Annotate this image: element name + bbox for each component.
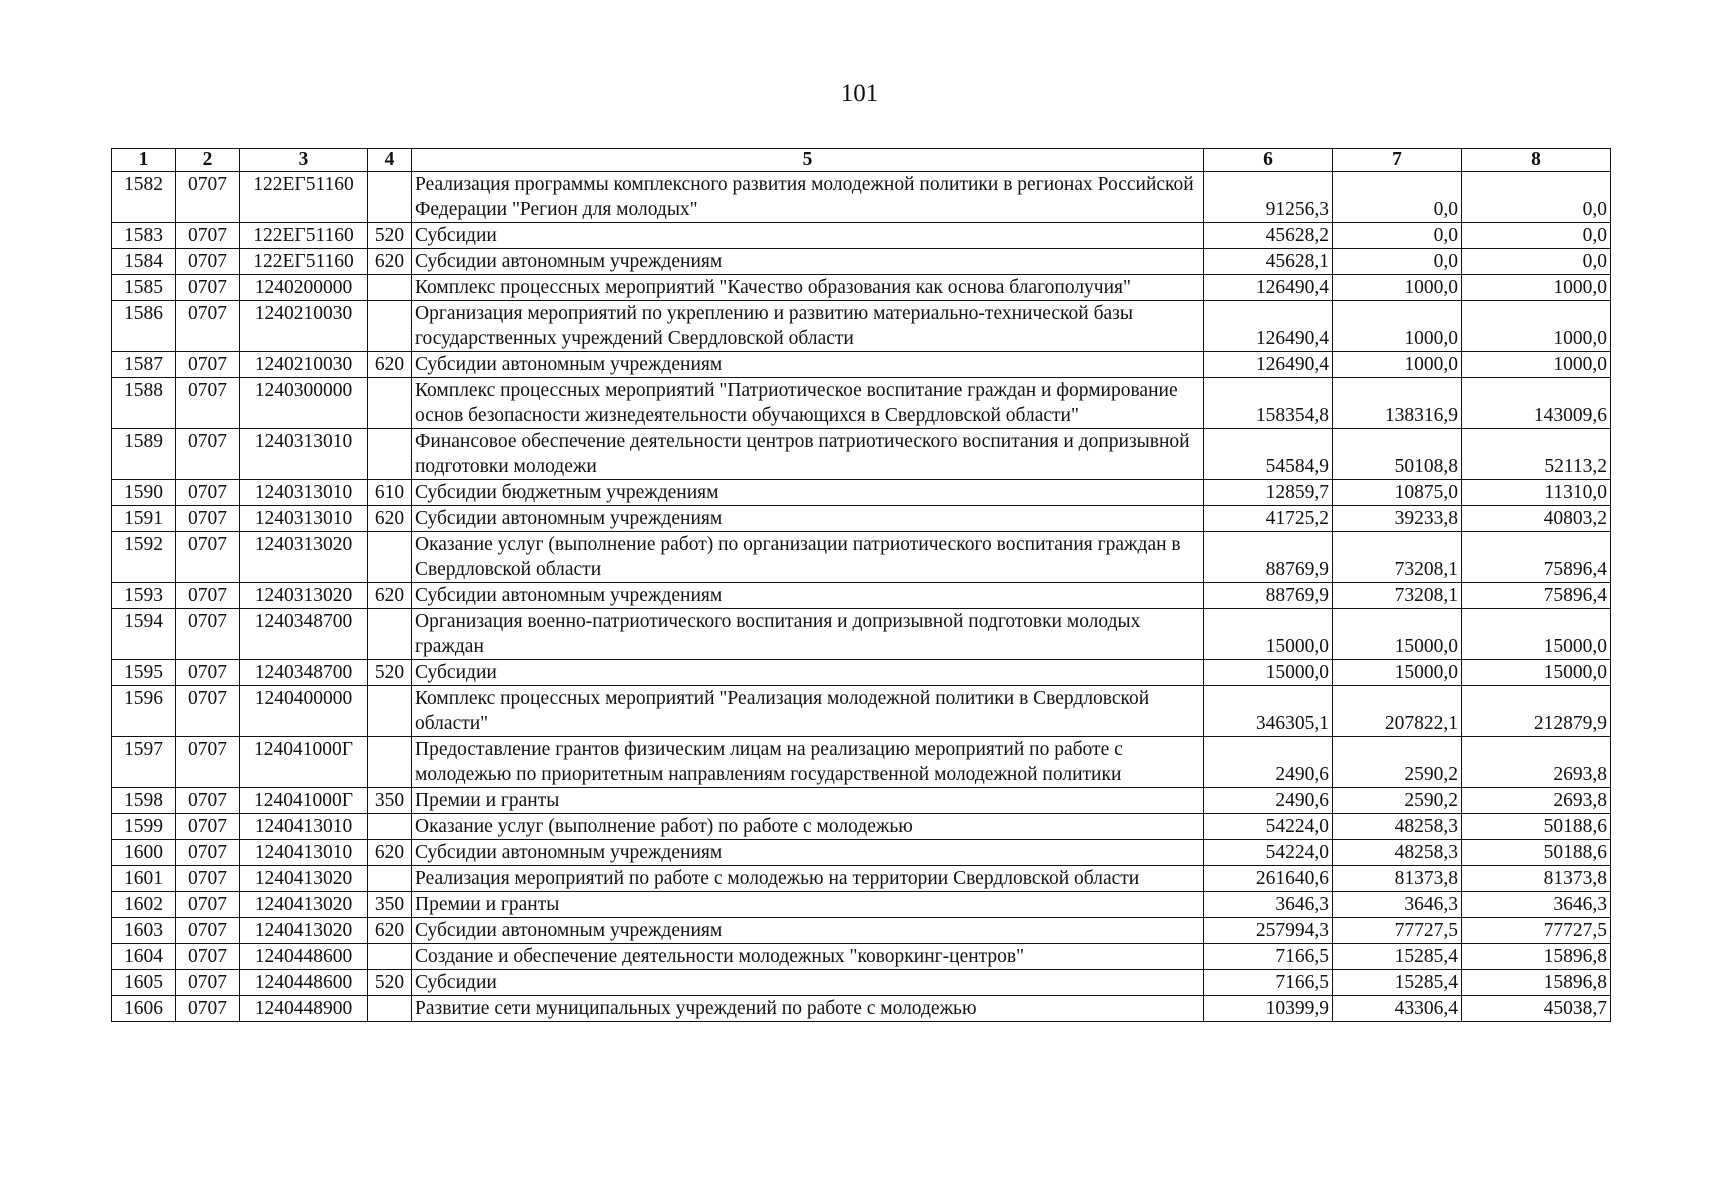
amount-col6-cell: 10399,9: [1204, 996, 1333, 1022]
amount-col8-cell: 11310,0: [1462, 480, 1611, 506]
header-cell: 7: [1333, 149, 1462, 172]
table-row: [112, 737, 1611, 788]
section-code-cell: 0707: [176, 249, 240, 275]
section-code-cell: 0707: [176, 918, 240, 944]
table-row: [112, 686, 1611, 737]
expense-type-cell: 610: [368, 480, 412, 506]
section-code-cell: 0707: [176, 788, 240, 814]
row-number-cell: 1604: [112, 944, 176, 970]
target-code-cell: 1240313010: [240, 480, 368, 506]
target-code-cell: 1240313020: [240, 532, 368, 583]
item-name-cell: Субсидии автономным учреждениям: [412, 840, 1204, 866]
expense-type-cell: [368, 944, 412, 970]
amount-col7-cell: 10875,0: [1333, 480, 1462, 506]
expense-type-cell: 520: [368, 970, 412, 996]
expense-type-cell: [368, 866, 412, 892]
amount-col6-cell: 257994,3: [1204, 918, 1333, 944]
row-number-cell: 1605: [112, 970, 176, 996]
expense-type-cell: 620: [368, 583, 412, 609]
amount-col6-cell: 7166,5: [1204, 970, 1333, 996]
table-row: [112, 506, 1611, 532]
amount-col7-cell: 1000,0: [1333, 275, 1462, 301]
amount-col6-cell: 54224,0: [1204, 814, 1333, 840]
expense-type-cell: 520: [368, 223, 412, 249]
item-name-cell: Развитие сети муниципальных учреждений по работе с молодежью: [412, 996, 1204, 1022]
amount-col7-cell: 50108,8: [1333, 429, 1462, 480]
amount-col6-cell: 3646,3: [1204, 892, 1333, 918]
amount-col8-cell: 212879,9: [1462, 686, 1611, 737]
amount-col8-cell: 75896,4: [1462, 583, 1611, 609]
table-row: [112, 996, 1611, 1022]
amount-col6-cell: 158354,8: [1204, 378, 1333, 429]
item-name-cell: Премии и гранты: [412, 788, 1204, 814]
row-number-cell: 1597: [112, 737, 176, 788]
target-code-cell: 1240348700: [240, 609, 368, 660]
amount-col6-cell: 45628,1: [1204, 249, 1333, 275]
amount-col8-cell: 81373,8: [1462, 866, 1611, 892]
section-code-cell: 0707: [176, 686, 240, 737]
section-code-cell: 0707: [176, 480, 240, 506]
item-name-cell: Комплекс процессных мероприятий "Реализация молодежной политики в Свердловской области": [412, 686, 1204, 737]
amount-col8-cell: 15896,8: [1462, 970, 1611, 996]
amount-col8-cell: 1000,0: [1462, 275, 1611, 301]
expense-type-cell: [368, 686, 412, 737]
target-code-cell: 1240413020: [240, 892, 368, 918]
row-number-cell: 1602: [112, 892, 176, 918]
amount-col6-cell: 261640,6: [1204, 866, 1333, 892]
amount-col7-cell: 73208,1: [1333, 532, 1462, 583]
table-row: [112, 970, 1611, 996]
target-code-cell: 1240448600: [240, 944, 368, 970]
amount-col8-cell: 1000,0: [1462, 301, 1611, 352]
amount-col6-cell: 88769,9: [1204, 583, 1333, 609]
amount-col8-cell: 15000,0: [1462, 660, 1611, 686]
row-number-cell: 1598: [112, 788, 176, 814]
target-code-cell: 1240313020: [240, 583, 368, 609]
header-cell: 2: [176, 149, 240, 172]
amount-col7-cell: 138316,9: [1333, 378, 1462, 429]
item-name-cell: Организация военно-патриотического воспитания и допризывной подготовки молодых граждан: [412, 609, 1204, 660]
item-name-cell: Организация мероприятий по укреплению и развитию материально-технической базы государственных учреждений Свердловской области: [412, 301, 1204, 352]
amount-col6-cell: 91256,3: [1204, 172, 1333, 223]
item-name-cell: Оказание услуг (выполнение работ) по работе с молодежью: [412, 814, 1204, 840]
section-code-cell: 0707: [176, 429, 240, 480]
item-name-cell: Субсидии: [412, 970, 1204, 996]
item-name-cell: Субсидии автономным учреждениям: [412, 506, 1204, 532]
section-code-cell: 0707: [176, 866, 240, 892]
amount-col8-cell: 15896,8: [1462, 944, 1611, 970]
table-row: [112, 301, 1611, 352]
amount-col8-cell: 75896,4: [1462, 532, 1611, 583]
header-cell: 6: [1204, 149, 1333, 172]
amount-col6-cell: 2490,6: [1204, 788, 1333, 814]
amount-col6-cell: 88769,9: [1204, 532, 1333, 583]
section-code-cell: 0707: [176, 609, 240, 660]
section-code-cell: 0707: [176, 840, 240, 866]
item-name-cell: Финансовое обеспечение деятельности центров патриотического воспитания и допризывной подготовки молодежи: [412, 429, 1204, 480]
header-cell: 1: [112, 149, 176, 172]
amount-col7-cell: 207822,1: [1333, 686, 1462, 737]
amount-col8-cell: 1000,0: [1462, 352, 1611, 378]
section-code-cell: 0707: [176, 352, 240, 378]
amount-col6-cell: 126490,4: [1204, 352, 1333, 378]
expense-type-cell: [368, 532, 412, 583]
row-number-cell: 1589: [112, 429, 176, 480]
section-code-cell: 0707: [176, 970, 240, 996]
table-row: [112, 840, 1611, 866]
amount-col7-cell: 43306,4: [1333, 996, 1462, 1022]
expense-type-cell: 620: [368, 506, 412, 532]
amount-col8-cell: 143009,6: [1462, 378, 1611, 429]
amount-col7-cell: 48258,3: [1333, 814, 1462, 840]
target-code-cell: 1240313010: [240, 429, 368, 480]
target-code-cell: 122ЕГ51160: [240, 172, 368, 223]
table-row: [112, 480, 1611, 506]
target-code-cell: 1240200000: [240, 275, 368, 301]
amount-col6-cell: 15000,0: [1204, 609, 1333, 660]
amount-col8-cell: 50188,6: [1462, 814, 1611, 840]
table-row: [112, 788, 1611, 814]
amount-col8-cell: 77727,5: [1462, 918, 1611, 944]
target-code-cell: 1240300000: [240, 378, 368, 429]
amount-col7-cell: 39233,8: [1333, 506, 1462, 532]
section-code-cell: 0707: [176, 223, 240, 249]
section-code-cell: 0707: [176, 378, 240, 429]
amount-col7-cell: 1000,0: [1333, 352, 1462, 378]
row-number-cell: 1596: [112, 686, 176, 737]
section-code-cell: 0707: [176, 506, 240, 532]
expense-type-cell: [368, 429, 412, 480]
amount-col7-cell: 48258,3: [1333, 840, 1462, 866]
target-code-cell: 124041000Г: [240, 737, 368, 788]
amount-col7-cell: 0,0: [1333, 223, 1462, 249]
table-row: [112, 918, 1611, 944]
amount-col7-cell: 15000,0: [1333, 660, 1462, 686]
amount-col6-cell: 54224,0: [1204, 840, 1333, 866]
amount-col8-cell: 15000,0: [1462, 609, 1611, 660]
target-code-cell: 1240448900: [240, 996, 368, 1022]
item-name-cell: Комплекс процессных мероприятий "Патриотическое воспитание граждан и формирование основ безопасности жизнедеятельности обучающихся в Свердловской области": [412, 378, 1204, 429]
expense-type-cell: [368, 737, 412, 788]
expense-type-cell: 620: [368, 352, 412, 378]
row-number-cell: 1590: [112, 480, 176, 506]
amount-col7-cell: 0,0: [1333, 172, 1462, 223]
table-row: [112, 609, 1611, 660]
expense-type-cell: [368, 378, 412, 429]
table-row: [112, 352, 1611, 378]
amount-col8-cell: 0,0: [1462, 223, 1611, 249]
page-number: 101: [840, 80, 879, 107]
section-code-cell: 0707: [176, 532, 240, 583]
target-code-cell: 1240413010: [240, 814, 368, 840]
table-row: [112, 429, 1611, 480]
row-number-cell: 1600: [112, 840, 176, 866]
section-code-cell: 0707: [176, 944, 240, 970]
table-row: [112, 892, 1611, 918]
section-code-cell: 0707: [176, 583, 240, 609]
expense-type-cell: [368, 814, 412, 840]
expense-type-cell: [368, 275, 412, 301]
amount-col7-cell: 81373,8: [1333, 866, 1462, 892]
amount-col8-cell: 2693,8: [1462, 737, 1611, 788]
table-row: [112, 814, 1611, 840]
target-code-cell: 122ЕГ51160: [240, 223, 368, 249]
amount-col8-cell: 50188,6: [1462, 840, 1611, 866]
item-name-cell: Премии и гранты: [412, 892, 1204, 918]
target-code-cell: 1240348700: [240, 660, 368, 686]
expense-type-cell: [368, 996, 412, 1022]
target-code-cell: 1240413020: [240, 866, 368, 892]
section-code-cell: 0707: [176, 660, 240, 686]
amount-col6-cell: 126490,4: [1204, 275, 1333, 301]
table-body: [112, 172, 1611, 1022]
row-number-cell: 1591: [112, 506, 176, 532]
amount-col7-cell: 15285,4: [1333, 944, 1462, 970]
table-row: [112, 532, 1611, 583]
item-name-cell: Субсидии автономным учреждениям: [412, 249, 1204, 275]
section-code-cell: 0707: [176, 814, 240, 840]
header-row: [112, 149, 1611, 172]
amount-col7-cell: 0,0: [1333, 249, 1462, 275]
row-number-cell: 1582: [112, 172, 176, 223]
amount-col8-cell: 0,0: [1462, 172, 1611, 223]
section-code-cell: 0707: [176, 275, 240, 301]
row-number-cell: 1593: [112, 583, 176, 609]
row-number-cell: 1595: [112, 660, 176, 686]
expense-type-cell: 620: [368, 840, 412, 866]
target-code-cell: 124041000Г: [240, 788, 368, 814]
amount-col7-cell: 1000,0: [1333, 301, 1462, 352]
amount-col7-cell: 73208,1: [1333, 583, 1462, 609]
amount-col7-cell: 77727,5: [1333, 918, 1462, 944]
expense-type-cell: [368, 172, 412, 223]
target-code-cell: 1240210030: [240, 352, 368, 378]
header-cell: 4: [368, 149, 412, 172]
amount-col7-cell: 2590,2: [1333, 737, 1462, 788]
amount-col6-cell: 41725,2: [1204, 506, 1333, 532]
table-row: [112, 249, 1611, 275]
header-cell: 5: [412, 149, 1204, 172]
section-code-cell: 0707: [176, 996, 240, 1022]
expense-type-cell: 350: [368, 788, 412, 814]
item-name-cell: Оказание услуг (выполнение работ) по организации патриотического воспитания граждан в Свердловской области: [412, 532, 1204, 583]
row-number-cell: 1587: [112, 352, 176, 378]
header-cell: 8: [1462, 149, 1611, 172]
table-row: [112, 660, 1611, 686]
item-name-cell: Субсидии: [412, 223, 1204, 249]
target-code-cell: 1240413020: [240, 918, 368, 944]
amount-col8-cell: 0,0: [1462, 249, 1611, 275]
row-number-cell: 1592: [112, 532, 176, 583]
table-row: [112, 583, 1611, 609]
row-number-cell: 1599: [112, 814, 176, 840]
amount-col8-cell: 2693,8: [1462, 788, 1611, 814]
row-number-cell: 1601: [112, 866, 176, 892]
item-name-cell: Субсидии бюджетным учреждениям: [412, 480, 1204, 506]
expense-type-cell: 350: [368, 892, 412, 918]
target-code-cell: 1240448600: [240, 970, 368, 996]
item-name-cell: Реализация мероприятий по работе с молодежью на территории Свердловской области: [412, 866, 1204, 892]
target-code-cell: 1240413010: [240, 840, 368, 866]
header-cell: 3: [240, 149, 368, 172]
expense-type-cell: 620: [368, 249, 412, 275]
row-number-cell: 1584: [112, 249, 176, 275]
budget-table: [111, 148, 1611, 1022]
amount-col7-cell: 15000,0: [1333, 609, 1462, 660]
row-number-cell: 1583: [112, 223, 176, 249]
amount-col6-cell: 54584,9: [1204, 429, 1333, 480]
table-row: [112, 223, 1611, 249]
amount-col6-cell: 2490,6: [1204, 737, 1333, 788]
section-code-cell: 0707: [176, 892, 240, 918]
table-row: [112, 378, 1611, 429]
amount-col6-cell: 346305,1: [1204, 686, 1333, 737]
amount-col7-cell: 15285,4: [1333, 970, 1462, 996]
table-row: [112, 866, 1611, 892]
amount-col8-cell: 52113,2: [1462, 429, 1611, 480]
amount-col7-cell: 2590,2: [1333, 788, 1462, 814]
item-name-cell: Комплекс процессных мероприятий "Качество образования как основа благополучия": [412, 275, 1204, 301]
amount-col8-cell: 40803,2: [1462, 506, 1611, 532]
amount-col6-cell: 45628,2: [1204, 223, 1333, 249]
expense-type-cell: 620: [368, 918, 412, 944]
amount-col7-cell: 3646,3: [1333, 892, 1462, 918]
target-code-cell: 122ЕГ51160: [240, 249, 368, 275]
row-number-cell: 1586: [112, 301, 176, 352]
row-number-cell: 1585: [112, 275, 176, 301]
item-name-cell: Реализация программы комплексного развития молодежной политики в регионах Российской Федерации "Регион для молодых": [412, 172, 1204, 223]
amount-col6-cell: 12859,7: [1204, 480, 1333, 506]
target-code-cell: 1240210030: [240, 301, 368, 352]
amount-col6-cell: 126490,4: [1204, 301, 1333, 352]
amount-col8-cell: 3646,3: [1462, 892, 1611, 918]
item-name-cell: Субсидии автономным учреждениям: [412, 583, 1204, 609]
amount-col8-cell: 45038,7: [1462, 996, 1611, 1022]
row-number-cell: 1594: [112, 609, 176, 660]
item-name-cell: Предоставление грантов физическим лицам на реализацию мероприятий по работе с молодежью по приоритетным направлениям государственной молодежной политики: [412, 737, 1204, 788]
item-name-cell: Субсидии: [412, 660, 1204, 686]
item-name-cell: Создание и обеспечение деятельности молодежных "коворкинг-центров": [412, 944, 1204, 970]
expense-type-cell: [368, 301, 412, 352]
row-number-cell: 1588: [112, 378, 176, 429]
expense-type-cell: [368, 609, 412, 660]
expense-type-cell: 520: [368, 660, 412, 686]
section-code-cell: 0707: [176, 737, 240, 788]
item-name-cell: Субсидии автономным учреждениям: [412, 918, 1204, 944]
row-number-cell: 1603: [112, 918, 176, 944]
table-row: [112, 944, 1611, 970]
table-row: [112, 275, 1611, 301]
table-row: [112, 172, 1611, 223]
item-name-cell: Субсидии автономным учреждениям: [412, 352, 1204, 378]
target-code-cell: 1240400000: [240, 686, 368, 737]
section-code-cell: 0707: [176, 301, 240, 352]
section-code-cell: 0707: [176, 172, 240, 223]
target-code-cell: 1240313010: [240, 506, 368, 532]
amount-col6-cell: 15000,0: [1204, 660, 1333, 686]
amount-col6-cell: 7166,5: [1204, 944, 1333, 970]
row-number-cell: 1606: [112, 996, 176, 1022]
